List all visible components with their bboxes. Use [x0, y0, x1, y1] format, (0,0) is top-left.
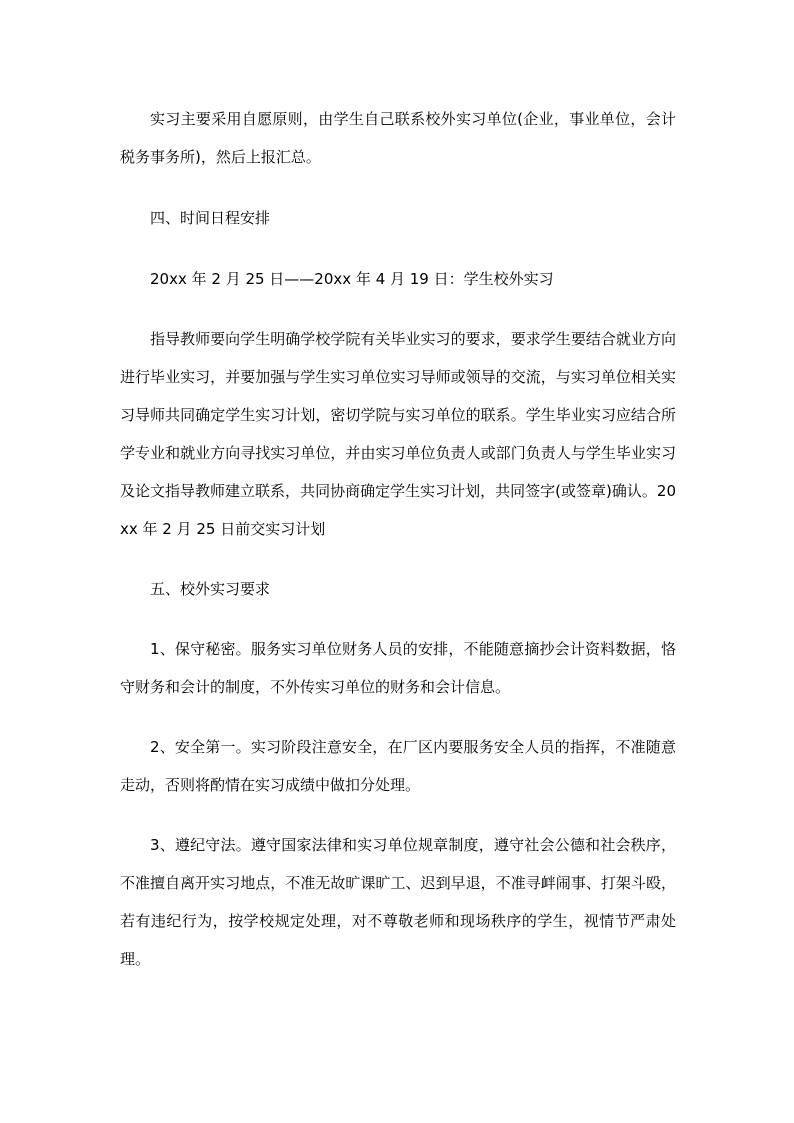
paragraph-requirement-safety: 2、安全第一。实习阶段注意安全，在厂区内要服务安全人员的指挥，不准随意走动，否则将酌情在实习成绩中做扣分处理。 — [120, 738, 676, 794]
section-heading-schedule: 四、时间日程安排 — [150, 209, 271, 227]
paragraph-instructor-requirements: 指导教师要向学生明确学校学院有关毕业实习的要求，要求学生要结合就业方向进行毕业实习，并要加强与学生实习单位实习导师或领导的交流，与实习单位相关实习导师共同确定学生实习计划，密切学院与实习单位的联系。学生毕业实习应结合所学专业和就业方向寻找实习单位，并由实习单位负责人或部门负责人与学生毕业实习及论文指导教师建立联系，共同协商确定学生实习计划，共同签字(或签章)确认。20xx 年 2 月 25 日前交实习计划 — [120, 330, 676, 538]
document-body — [120, 100, 676, 978]
section-heading-requirements: 五、校外实习要求 — [150, 580, 271, 598]
paragraph-schedule-dates: 20xx 年 2 月 25 日——20xx 年 4 月 19 日：学生校外实习 — [150, 270, 554, 288]
paragraph-requirement-confidentiality: 1、保守秘密。服务实习单位财务人员的安排，不能随意摘抄会计资料数据，恪守财务和会计的制度，不外传实习单位的财务和会计信息。 — [120, 640, 676, 696]
paragraph-requirement-discipline: 3、遵纪守法。遵守国家法律和实习单位规章制度，遵守社会公德和社会秩序，不准擅自离开实习地点，不准无故旷课旷工、迟到早退，不准寻衅闹事、打架斗殴，若有违纪行为，按学校规定处理，对不尊敬老师和现场秩序的学生，视情节严肃处理。 — [120, 836, 676, 968]
paragraph-internship-principle: 实习主要采用自愿原则，由学生自己联系校外实习单位(企业，事业单位，会计税务事务所)，然后上报汇总。 — [120, 110, 676, 166]
